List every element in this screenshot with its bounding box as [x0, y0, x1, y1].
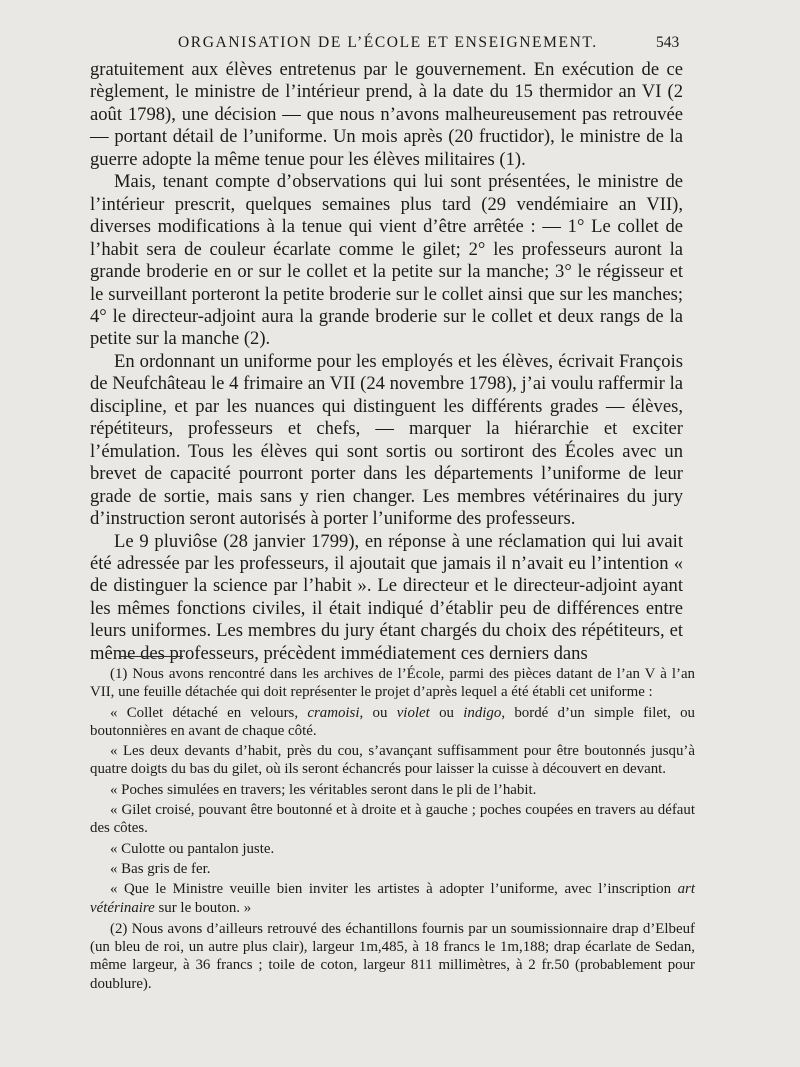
collet-indigo: indigo	[463, 704, 502, 721]
footnote-1-culotte: « Culotte ou pantalon juste.	[110, 840, 275, 857]
collet-violet: violet	[396, 704, 430, 721]
paragraph-3: En ordonnant un uniforme pour les employés et les élèves, écrivait François de Neufchâteau le 4 frimaire an VII (24 novembre 1798), j’ai voulu raffermir la discipline, et par les nuances qui distinguent les différents grades — élèves, répétiteurs, professeurs et chefs, — marquer la hiérarchie et exciter l’émulation. Tous les élèves qui sont sortis ou sortiront des Écoles avec un brevet de capacité pourront porter dans les départements l’uniforme de leur grade de sortie, mais sans y rien changer. Les membres vétérinaires du jury d’instruction seront autorisés à porter l’uniforme des professeurs.	[90, 350, 683, 530]
paragraph-2: Mais, tenant compte d’observations qui lui sont présentées, le ministre de l’intérieur prescrit, quelques semaines plus tard (29 vendémiaire an VII), diverses modifications à la tenue qui vient d’être arrêtée : — 1° Le collet de l’habit sera de couleur écarlate comme le gilet; 2° les professeurs auront la grande broderie en or sur le collet et la petite sur la manche; 3° le régisseur et le surveillant porteront la petite broderie sur le collet ainsi que sur les manches; 4° le directeur-adjoint aura la grande broderie sur le collet et deux rangs de la petite sur la manche (2).	[90, 171, 683, 350]
paragraph-1: gratuitement aux élèves entretenus par le gouvernement. En exécution de ce règlement, le ministre de l’intérieur prend, à la date du 15 thermidor an VI (2 août 1798), une décision — que nous n’avons malheureusement pas retrouvée — portant détail de l’uniforme. Un mois après (20 fructidor), le ministre de la guerre adopte la même tenue pour les élèves militaires (1).	[90, 59, 683, 170]
footnote-1-intro: (1) Nous avons rencontré dans les archives de l’École, parmi des pièces datant de l’an V à l’an VII, une feuille détachée qui doit représenter le projet d’après lequel a été établi cet uniforme :	[90, 666, 695, 701]
ministre-inscription: art vétérinaire	[90, 881, 695, 916]
collet-text-a: « Collet détaché en velours,	[110, 704, 308, 721]
collet-text-c: ou	[429, 704, 464, 721]
footnote-1-ministre	[90, 880, 695, 917]
footnotes	[90, 665, 695, 995]
main-text	[90, 59, 683, 665]
footnote-1-poches: « Poches simulées en travers; les véritables seront dans le pli de l’habit.	[110, 781, 537, 798]
paragraph-4: Le 9 pluviôse (28 janvier 1799), en réponse à une réclamation qui lui avait été adressée par les professeurs, il ajoutait que jamais il n’avait eu l’intention « de distinguer la science par l’habit ». Le directeur et le directeur-adjoint ayant les mêmes fonctions civiles, il était indiqué d’établir peu de différences entre leurs uniformes. Les membres du jury étant chargés du choix des répétiteurs, et même des professeurs, précèdent immédiatement ces derniers dans	[90, 530, 683, 664]
footnote-1-devants: « Les deux devants d’habit, près du cou, s’avançant suffisamment pour être boutonnés jusqu’à quatre doigts du bas du gilet, où ils seront échancrés pour laisser la cuisse à découvert en devant.	[90, 743, 695, 778]
collet-text-b: , ou	[359, 704, 397, 721]
collet-text-d: , bordé d’un simple filet, ou boutonnières en avant de chaque côté.	[90, 704, 695, 739]
ministre-text-a: « Que le Ministre veuille bien inviter les artistes à adopter l’uniforme, avec l’inscription	[110, 881, 678, 898]
footnote-separator	[119, 656, 183, 657]
running-head: ORGANISATION DE L’ÉCOLE ET ENSEIGNEMENT.	[178, 34, 598, 51]
footnote-1-collet	[90, 704, 695, 741]
collet-cramoisi: cramoisi	[307, 704, 360, 721]
page-header	[0, 34, 800, 56]
footnote-1-bas: « Bas gris de fer.	[110, 860, 211, 877]
footnote-1-gilet: « Gilet croisé, pouvant être boutonné et à droite et à gauche ; poches coupées en travers au défaut des côtes.	[90, 802, 695, 837]
footnote-2: (2) Nous avons d’ailleurs retrouvé des échantillons fournis par un soumissionnaire drap d’Elbeuf (un bleu de roi, un autre plus clair), largeur 1m,485, à 18 francs le 1m,188; drap écarlate de Sedan, même largeur, à 36 francs ; toile de coton, largeur 811 millimètres, à 2 fr.50 (probablement pour doublure).	[90, 920, 695, 992]
page-number: 543	[656, 34, 680, 51]
ministre-text-b: sur le bouton. »	[154, 899, 252, 916]
